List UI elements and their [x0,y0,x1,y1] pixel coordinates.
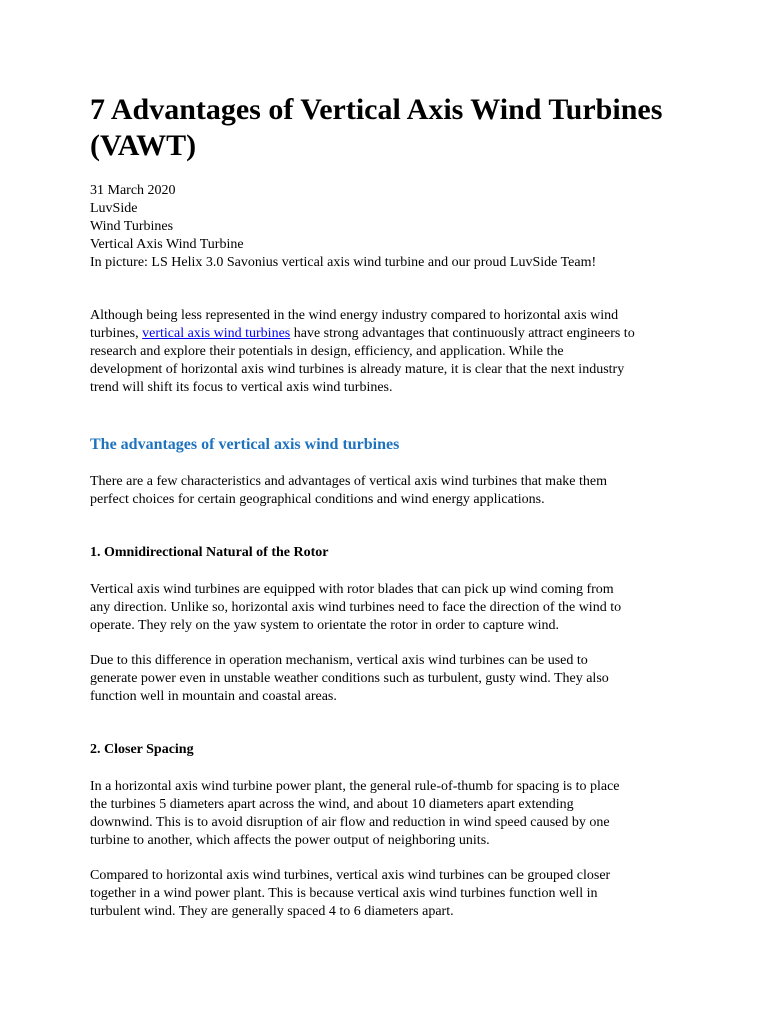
text-line [90,325,682,343]
tag-label: Vertical Axis Wind Turbine [90,237,244,252]
text-line: perfect choices for certain geographical conditions and wind energy applications. [90,492,545,507]
publish-date: 31 March 2020 [90,183,176,198]
point-heading: 2. Closer Spacing [90,742,194,757]
article-title-line: (VAWT) [90,129,197,162]
text-line: In a horizontal axis wind turbine power plant, the general rule-of-thumb for spacing is to place [90,779,620,794]
author-name: LuvSide [90,201,138,216]
point-paragraph [90,581,682,635]
vertical-axis-wind-turbines-link[interactable]: vertical axis wind turbines [142,326,291,341]
point-paragraph [90,778,682,850]
article-meta [90,182,690,272]
text-line: Compared to horizontal axis wind turbines, vertical axis wind turbines can be grouped closer [90,868,611,883]
text-line: together in a wind power plant. This is because vertical axis wind turbines function well in [90,886,598,901]
image-caption: In picture: LS Helix 3.0 Savonius vertical axis wind turbine and our proud LuvSide Team! [90,255,597,270]
text-line: trend will shift its focus to vertical axis wind turbines. [90,380,393,395]
point-paragraph [90,867,682,921]
text-segment: have strong advantages that continuously attract engineers to [290,326,635,341]
text-line: Due to this difference in operation mechanism, vertical axis wind turbines can be used to [90,653,588,668]
article-title [90,92,690,164]
text-line: turbine to another, which affects the power output of neighboring units. [90,833,490,848]
text-segment: turbines, [90,326,143,341]
intro-paragraph [90,307,682,397]
text-line: the turbines 5 diameters apart across the wind, and about 10 diameters apart extending [90,797,574,812]
text-line: development of horizontal axis wind turbines is already mature, it is clear that the next industry [90,362,625,377]
text-line: turbulent wind. They are generally spaced 4 to 6 diameters apart. [90,904,454,919]
text-line: operate. They rely on the yaw system to orientate the rotor in order to capture wind. [90,618,559,633]
text-line: function well in mountain and coastal areas. [90,689,337,704]
point-paragraph [90,652,682,706]
text-line: Vertical axis wind turbines are equipped with rotor blades that can pick up wind coming from [90,582,614,597]
point-heading: 1. Omnidirectional Natural of the Rotor [90,545,329,560]
text-line: research and explore their potentials in design, efficiency, and application. While the [90,344,564,359]
text-line: generate power even in unstable weather conditions such as turbulent, gusty wind. They also [90,671,609,686]
category-label: Wind Turbines [90,219,174,234]
section-heading: The advantages of vertical axis wind turbines [90,436,400,453]
section-intro-paragraph [90,473,682,509]
article-title-line: 7 Advantages of Vertical Axis Wind Turbines [90,93,663,126]
text-line: any direction. Unlike so, horizontal axis wind turbines need to face the direction of the wind to [90,600,622,615]
text-line: There are a few characteristics and advantages of vertical axis wind turbines that make them [90,474,607,489]
text-line: downwind. This is to avoid disruption of air flow and reduction in wind speed caused by one [90,815,610,830]
text-line: Although being less represented in the wind energy industry compared to horizontal axis wind [90,308,619,323]
